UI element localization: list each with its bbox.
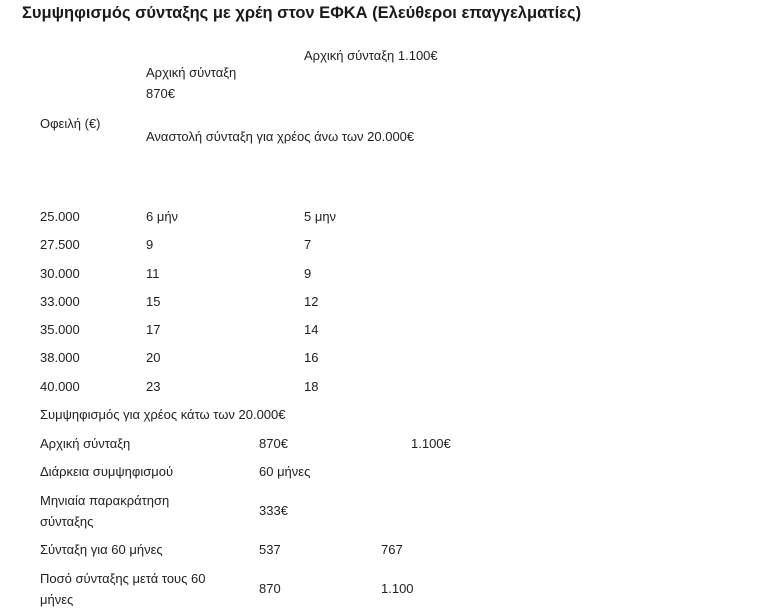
row-label: Ποσό σύνταξης μετά τους 60 μήνες [40,571,206,607]
debt-cell: 25.000 [40,209,80,224]
value-870-cell: 537 [259,542,281,557]
row-label: Διάρκεια συμψηφισμού [40,464,174,479]
offset-heading: Συμψηφισμός για χρέος κάτω των 20.000€ [40,407,286,422]
suspension-870-cell: 17 [146,322,161,337]
debt-cell: 33.000 [40,294,80,309]
suspension-870-cell: 11 [146,266,160,281]
suspension-870-cell: 23 [146,379,161,394]
page-title: Συμψηφισμός σύνταξης με χρέη στον ΕΦΚΑ (Ελεύθεροι επαγγελματίες) [22,4,582,22]
header-debt: Οφειλή (€) [40,116,101,131]
debt-cell: 40.000 [40,379,80,394]
debt-cell: 27.500 [40,237,80,252]
suspension-870-cell: 20 [146,350,161,365]
row-label: Σύνταξη για 60 μήνες [40,542,163,557]
suspension-1100-cell: 7 [304,237,312,252]
value-870-cell: 870 [259,581,281,596]
suspension-1100-cell: 12 [304,294,319,309]
suspension-870-cell: 6 μήν [146,209,179,224]
value-870-cell: 870€ [259,436,288,451]
header-initial-pension-870: Αρχική σύνταξη 870€ [146,65,237,101]
row-label: Μηνιαία παρακράτηση σύνταξης [40,493,170,529]
header-initial-pension-1100: Αρχική σύνταξη 1.100€ [304,48,438,63]
suspension-1100-cell: 18 [304,379,319,394]
debt-cell: 38.000 [40,350,80,365]
suspension-1100-cell: 9 [304,266,312,281]
value-1100-cell: 1.100€ [411,436,451,451]
debt-cell: 30.000 [40,266,80,281]
suspension-1100-cell: 14 [304,322,319,337]
value-870-cell: 60 μήνες [259,464,311,479]
value-1100-cell: 767 [381,542,403,557]
debt-cell: 35.000 [40,322,80,337]
row-label: Αρχική σύνταξη [40,436,131,451]
value-870-cell: 333€ [259,503,288,518]
suspension-subheader: Αναστολή σύνταξη για χρέος άνω των 20.000€ [146,129,415,144]
suspension-1100-cell: 5 μην [304,209,337,224]
value-1100-cell: 1.100 [381,581,414,596]
suspension-1100-cell: 16 [304,350,319,365]
suspension-870-cell: 9 [146,237,154,252]
suspension-870-cell: 15 [146,294,161,309]
